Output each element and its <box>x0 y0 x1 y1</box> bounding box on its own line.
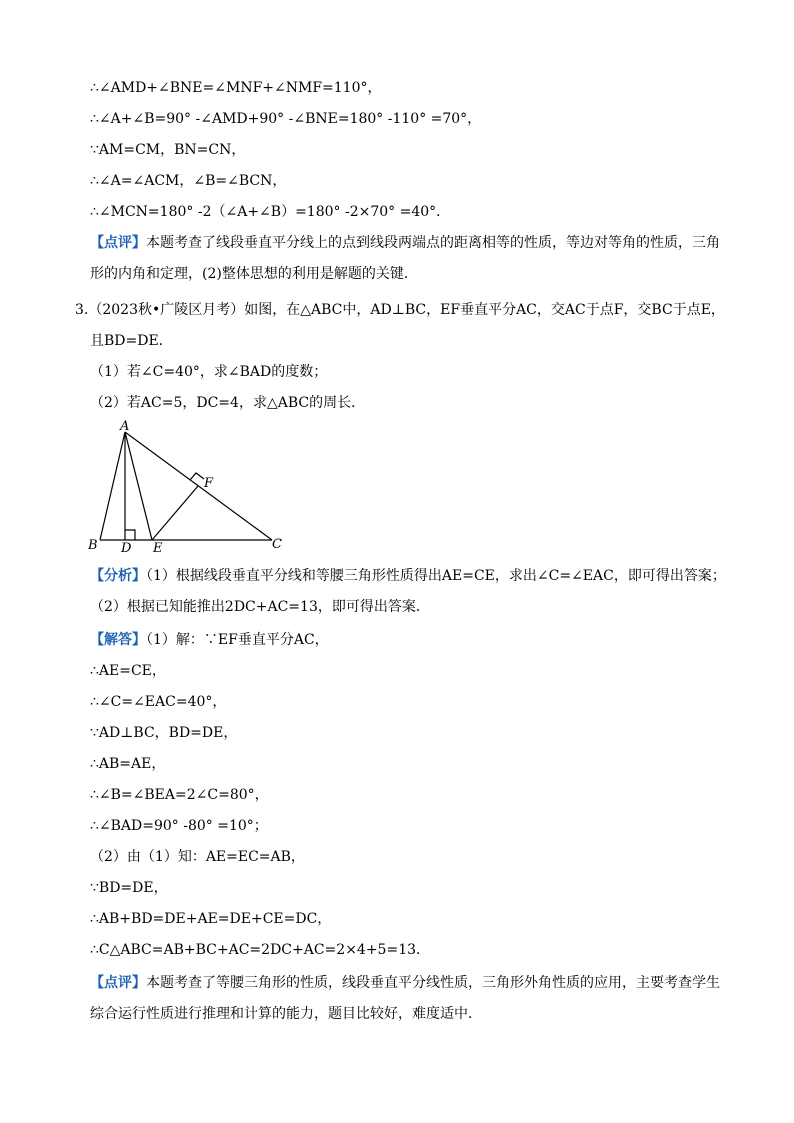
right-angle-mark-d <box>125 530 135 540</box>
analysis-text: （1）根据线段垂直平分线和等腰三角形性质得出AE=CE，求出∠C=∠EAC，即可得出答案； <box>146 568 726 584</box>
question-part-2: （2）若AC=5，DC=4，求△ABC的周长． <box>90 395 366 411</box>
text-line: 形的内角和定理，(2)整体思想的利用是解题的关键． <box>90 266 418 282</box>
text-line: 且BD=DE． <box>90 333 173 349</box>
text-line: （2）根据已知能推出2DC+AC=13，即可得出答案． <box>90 599 430 615</box>
text-line: ∴∠A=∠ACM，∠B=∠BCN， <box>90 173 287 189</box>
segment-ac <box>125 432 272 540</box>
solution-step: （2）由（1）知：AE=EC=AB， <box>90 849 305 865</box>
solution-step: ∴AB+BD=DE+AE=DE+CE=DC， <box>90 911 332 927</box>
text-line: ∴∠MCN=180° -2（∠A+∠B）=180° -2×70° =40°． <box>90 204 451 220</box>
review-tag: 【点评】 <box>90 235 146 251</box>
solution-step: ∵AD⊥BC，BD=DE， <box>90 725 238 741</box>
review-text: 本题考查了线段垂直平分线上的点到线段两端点的距离相等的性质，等边对等角的性质，三角 <box>146 235 720 251</box>
geometry-figure <box>86 418 296 560</box>
text-line: ∵AM=CM，BN=CN， <box>90 142 246 158</box>
answer-paragraph <box>90 630 329 650</box>
text-line: ∴∠A+∠B=90° -∠AMD+90° -∠BNE=180° -110° =70°， <box>90 111 482 127</box>
solution-step: ∴∠BAD=90° -80° =10°； <box>90 818 268 834</box>
label-a: A <box>120 419 130 434</box>
solution-step: ∵BD=DE， <box>90 880 168 896</box>
analysis-tag: 【分析】 <box>90 568 146 584</box>
analysis-paragraph <box>90 566 726 586</box>
text-line: ∴∠AMD+∠BNE=∠MNF+∠NMF=110°， <box>90 80 382 96</box>
review-paragraph <box>90 233 720 253</box>
solution-step: ∴AE=CE， <box>90 663 166 679</box>
answer-text: （1）解：∵EF垂直平分AC， <box>146 632 329 648</box>
question-part-1: （1）若∠C=40°，求∠BAD的度数； <box>90 364 328 380</box>
review-paragraph <box>90 973 720 993</box>
review-tag: 【点评】 <box>90 975 146 991</box>
solution-step: ∴∠B=∠BEA=2∠C=80°， <box>90 787 269 803</box>
review-text: 本题考查了等腰三角形的性质，线段垂直平分线性质，三角形外角性质的应用，主要考查学生 <box>146 975 720 991</box>
label-f: F <box>204 476 214 491</box>
label-e: E <box>153 541 163 556</box>
segment-ef <box>152 486 198 540</box>
right-angle-mark-f <box>190 473 204 480</box>
solution-step: ∴AB=AE， <box>90 756 166 772</box>
label-d: D <box>121 541 132 556</box>
text-line: 综合运行性质进行推理和计算的能力，题目比较好，难度适中． <box>90 1006 482 1022</box>
question-stem: 3.（2023秋•广陵区月考）如图，在△ABC中，AD⊥BC，EF垂直平分AC，交AC于点F，交BC于点E， <box>75 302 725 318</box>
solution-step: ∴∠C=∠EAC=40°， <box>90 694 227 710</box>
solution-step: ∴C△ABC=AB+BC+AC=2DC+AC=2×4+5=13． <box>90 942 431 958</box>
label-c: C <box>272 537 282 552</box>
label-b: B <box>88 538 98 553</box>
segment-ab <box>100 432 125 540</box>
answer-tag: 【解答】 <box>90 632 146 648</box>
